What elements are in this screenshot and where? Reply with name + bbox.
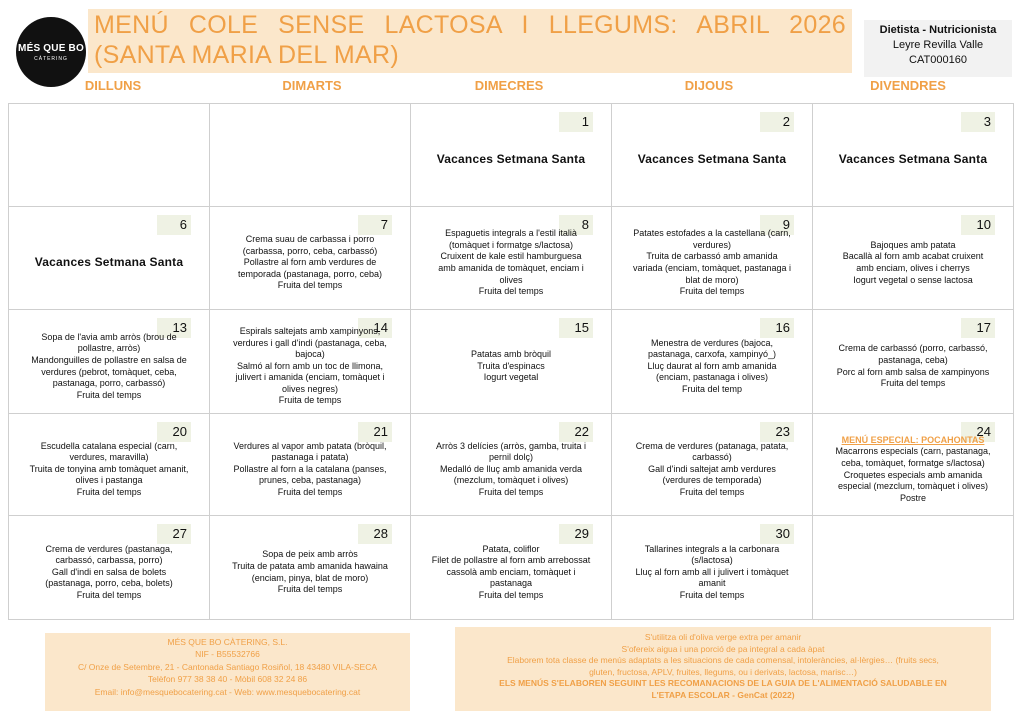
day-menu <box>415 219 607 307</box>
menu-line: olives i pastanga <box>75 475 143 486</box>
menu-line: (tomàquet i formatge s/lactosa) <box>448 239 574 250</box>
calendar-day-cell <box>411 414 612 516</box>
day-menu <box>817 322 1009 411</box>
menu-line: Pollastre al forn a la catalana (panses, <box>233 463 387 474</box>
day-menu <box>415 528 607 617</box>
logo-text: MÉS QUE BO <box>18 42 84 54</box>
company-logo <box>16 17 86 87</box>
dietitian-role: Dietista - Nutricionista <box>879 24 997 36</box>
company-info-line: Telèfon 977 38 38 40 - Mòbil 608 32 24 86 <box>147 674 308 685</box>
menu-line: Patates estofades a la castellana (carn, <box>633 228 791 239</box>
day-number: 23 <box>760 422 794 442</box>
day-menu <box>13 528 205 617</box>
day-number: 30 <box>760 524 794 544</box>
nutrition-note-line: Elaborem tota classe de menús adaptats a les situacions de cada comensal, intoleràncies, al·lèrgies… (fruits secs, <box>507 655 939 665</box>
holiday-label: Vacances Setmana Santa <box>436 152 586 167</box>
menu-line: Lluç al forn amb all i julivert i tomàquet <box>635 566 789 577</box>
menu-line: (mezclum, tomàquet i olives) <box>453 475 569 486</box>
menu-line: ceba, tomàquet, formatge s/lactosa) <box>841 457 985 468</box>
menu-line: carbassó, carbassa, porro) <box>55 555 163 566</box>
dietitian-box <box>864 20 1012 77</box>
menu-line: Crema suau de carbassa i porro <box>245 234 375 245</box>
calendar-day-cell <box>9 414 210 516</box>
day-number: 1 <box>559 112 593 132</box>
menu-line: Espaguetis integrals a l'estil italià <box>445 228 577 239</box>
day-menu <box>214 528 406 617</box>
day-number: 7 <box>358 215 392 235</box>
day-number: 10 <box>961 215 995 235</box>
menu-line: Fruita del temps <box>679 589 745 600</box>
menu-line: Fruita del temps <box>679 286 745 297</box>
menu-line: Truita de patata amb amanida hawaina <box>232 560 388 571</box>
day-number: 13 <box>157 318 191 338</box>
menu-line: verdures) <box>692 239 731 250</box>
day-number: 2 <box>760 112 794 132</box>
calendar-day-cell <box>813 104 1014 207</box>
nutrition-note-line: S'ofereix aigua i una porció de pa integral a cada àpat <box>621 643 825 654</box>
calendar-day-cell <box>813 414 1014 516</box>
menu-line: Fruita del temps <box>478 486 544 497</box>
day-menu <box>214 219 406 307</box>
menu-line: variada (enciam, tomàquet, pastanaga i <box>632 263 792 273</box>
menu-line: bajoca) <box>295 349 325 360</box>
menu-line: Menestra de verdures (bajoca, <box>650 337 774 348</box>
day-menu <box>415 322 607 411</box>
menu-line: Sopa de peix amb arròs <box>262 549 358 560</box>
day-menu <box>616 528 808 617</box>
calendar-day-cell <box>411 104 612 207</box>
menu-line: Bajoques amb patata <box>870 239 956 250</box>
menu-line: Patata, coliflor <box>482 543 540 554</box>
day-number: 28 <box>358 524 392 544</box>
menu-line: Tallarines integrals a la carbonara <box>644 543 780 554</box>
menu-line: Patatas amb bròquil <box>470 349 552 360</box>
day-menu <box>415 426 607 513</box>
menu-line: Mandonguilles de pollastre en salsa de <box>31 354 187 365</box>
calendar-day-cell <box>411 516 612 620</box>
day-menu <box>817 528 1009 617</box>
menu-line: pernil dolç) <box>488 452 534 463</box>
day-menu <box>616 116 808 204</box>
menu-line: blat de moro) <box>685 274 739 285</box>
day-number: 22 <box>559 422 593 442</box>
menu-line: especial (mezclum, tomàquet i olives) <box>837 481 989 492</box>
menu-line: pastanaga, ceba) <box>878 354 948 365</box>
day-menu <box>415 116 607 204</box>
menu-line: amanit <box>698 578 726 589</box>
menu-line: Crema de verdures (patanaga, patata, <box>635 440 789 451</box>
day-number: 20 <box>157 422 191 442</box>
menu-line: Fruita del temps <box>679 486 745 497</box>
menu-line: (enciam, pastanaga i olives) <box>655 372 769 383</box>
calendar-day-cell <box>813 207 1014 310</box>
day-menu <box>13 219 205 307</box>
menu-line: Gall d'indi en salsa de bolets <box>51 566 167 577</box>
calendar-day-cell <box>9 207 210 310</box>
weekday-monday: DILLUNS <box>84 78 142 93</box>
menu-line: olives <box>499 274 523 285</box>
holiday-label: Vacances Setmana Santa <box>637 152 787 167</box>
company-info-line: MÉS QUE BO CÀTERING, S.L. <box>167 637 288 647</box>
menu-line: pastanaga <box>489 578 533 589</box>
menu-line: Fruita de temps <box>278 395 342 406</box>
calendar-day-cell <box>813 310 1014 414</box>
calendar-day-cell <box>210 207 411 310</box>
menu-line: Pollastre al forn amb verdures de <box>243 257 377 268</box>
menu-line: amb amanida de tomàquet, enciam i <box>438 263 584 273</box>
menu-line: Filet de pollastre al forn amb arrebossat <box>431 555 591 566</box>
menu-line: Escudella catalana especial (carn, <box>40 440 178 451</box>
day-number: 14 <box>358 318 392 338</box>
day-menu <box>817 426 1009 513</box>
day-menu <box>817 219 1009 307</box>
calendar-day-cell <box>612 207 813 310</box>
dietitian-code: CAT000160 <box>909 54 967 66</box>
menu-line: (s/lactosa) <box>691 555 733 566</box>
calendar-day-cell <box>9 104 210 207</box>
menu-line: Sopa de l'avia amb arròs (brou de <box>41 331 177 342</box>
menu-line: (verdures de temporada) <box>662 475 762 486</box>
calendar-day-cell <box>210 310 411 414</box>
menu-line: Arròs 3 delícies (arròs, gamba, truita i <box>435 440 587 451</box>
day-menu <box>817 116 1009 204</box>
menu-line: pastanaga, carxofa, xampinyó_) <box>647 349 777 360</box>
company-info-line: Email: info@mesquebocatering.cat - Web: www.mesquebocatering.cat <box>94 686 361 697</box>
calendar-day-cell <box>411 207 612 310</box>
menu-line: Fruita del temps <box>880 378 946 389</box>
menu-line: Bacallà al forn amb acabat cruixent <box>842 251 984 262</box>
calendar-day-cell <box>612 516 813 620</box>
menu-line: Espirals saltejats amb xampinyons, <box>239 325 381 336</box>
company-info-line: C/ Onze de Setembre, 21 - Cantonada Santiago Rosiñol, 18 43480 VILA-SECA <box>77 661 378 672</box>
menu-line: Verdures al vapor amb patata (bròquil, <box>233 440 387 451</box>
menu-line: cassolà amb enciam, tomàquet i <box>446 566 576 577</box>
day-number: 21 <box>358 422 392 442</box>
day-number: 16 <box>760 318 794 338</box>
menu-line: Fruita del temps <box>277 584 343 595</box>
menu-line: (pastanaga, porro, ceba, bolets) <box>45 578 173 589</box>
menu-line: verdures i gall d'indi (pastanaga, ceba, <box>233 337 387 348</box>
menu-line: temporada (pastanaga, porro, ceba) <box>237 268 383 279</box>
day-number: 8 <box>559 215 593 235</box>
menu-line: Porc al forn amb salsa de xampinyons <box>836 366 990 377</box>
menu-line: verdures, maravilla) <box>69 452 149 463</box>
menu-line: pollastre, arròs) <box>77 343 141 354</box>
calendar-day-cell <box>9 516 210 620</box>
dietitian-name: Leyre Revilla Valle <box>892 39 984 51</box>
day-number: 6 <box>157 215 191 235</box>
calendar-day-cell <box>210 516 411 620</box>
menu-line: Fruita del temps <box>76 389 142 400</box>
calendar-day-cell <box>612 104 813 207</box>
logo-subtext: CÀTERING <box>34 55 68 62</box>
menu-line: amb enciam, olives i cherrys <box>856 263 970 273</box>
menu-line: Fruita del temps <box>478 286 544 297</box>
day-number: 29 <box>559 524 593 544</box>
menu-line: prunes, ceba, pastanaga) <box>258 475 362 486</box>
menu-line: olives negres) <box>281 383 339 394</box>
day-number: 27 <box>157 524 191 544</box>
title-banner <box>88 9 852 73</box>
nutrition-note-line: gluten, fructosa, APLV, fruites, llegums, ou i derivats, lactosa, marisc…) <box>589 666 857 677</box>
nutrition-note-line: S'utilitza oli d'oliva verge extra per amanir <box>644 632 802 642</box>
menu-line: carbassó) <box>692 452 732 463</box>
menu-line: Fruita del temps <box>277 280 343 291</box>
nutrition-notes <box>455 627 991 711</box>
weekday-wednesday: DIMECRES <box>474 78 544 93</box>
menu-line: Cruixent de kale estil hamburguesa <box>440 251 582 262</box>
menu-line: Iogurt vegetal o sense lactosa <box>853 274 973 285</box>
weekday-friday: DIVENDRES <box>870 78 946 93</box>
menu-line: Truita de carbassó amb amanida <box>646 251 778 262</box>
menu-calendar-grid <box>8 103 1014 620</box>
menu-line: Crema de verdures (pastanaga, <box>45 543 173 554</box>
menu-line: Fruita del temps <box>76 486 142 497</box>
menu-line: pastanaga, porro, carbassó) <box>52 378 166 389</box>
menu-line: verdures (pebrot, tomàquet, ceba, <box>41 366 177 377</box>
menu-line: (enciam, pinya, blat de moro) <box>251 572 369 583</box>
menu-line: Gall d'indi saltejat amb verdures <box>648 463 776 474</box>
calendar-day-cell <box>612 414 813 516</box>
calendar-day-cell <box>612 310 813 414</box>
special-menu-label: MENÚ ESPECIAL: POCAHONTAS <box>841 434 985 445</box>
day-menu <box>616 219 808 307</box>
menu-line: (carbassa, porro, ceba, carbassó) <box>242 245 378 256</box>
menu-line: Fruita del temps <box>478 589 544 600</box>
company-info-line: NIF - B55532766 <box>195 649 260 660</box>
weekday-thursday: DIJOUS <box>684 78 734 93</box>
holiday-label: Vacances Setmana Santa <box>34 255 184 270</box>
day-number: 3 <box>961 112 995 132</box>
menu-line: Fruita del temps <box>76 589 142 600</box>
menu-line: Truita d'espinacs <box>477 360 545 371</box>
calendar-day-cell <box>411 310 612 414</box>
menu-line: Fruita del temp <box>681 383 743 394</box>
menu-line: Crema de carbassó (porro, carbassó, <box>838 343 988 354</box>
menu-line: Salmó al forn amb un toc de llimona, <box>236 360 384 371</box>
day-number: 9 <box>760 215 794 235</box>
day-menu <box>13 426 205 513</box>
day-number: 17 <box>961 318 995 338</box>
menu-line: Truita de tonyina amb tomàquet amanit, <box>29 463 189 474</box>
calendar-day-cell <box>9 310 210 414</box>
menu-line: Fruita del temps <box>277 486 343 497</box>
menu-line: Iogurt vegetal <box>483 372 539 383</box>
page-title: MENÚ COLE SENSE LACTOSA I LLEGUMS: ABRIL 2026 (SANTA MARIA DEL MAR) <box>94 11 846 69</box>
menu-line: Macarrons especials (carn, pastanaga, <box>835 446 991 457</box>
weekday-header <box>0 78 1024 96</box>
menu-line: Postre <box>899 492 926 503</box>
day-menu <box>616 322 808 411</box>
day-menu <box>13 116 205 204</box>
weekday-tuesday: DIMARTS <box>282 78 342 93</box>
menu-line: Lluç daurat al forn amb amanida <box>647 360 777 371</box>
nutrition-note-line: L'ETAPA ESCOLAR - GenCat (2022) <box>651 689 795 700</box>
holiday-label: Vacances Setmana Santa <box>838 152 988 167</box>
company-info <box>45 633 410 711</box>
day-number: 15 <box>559 318 593 338</box>
calendar-day-cell <box>210 414 411 516</box>
calendar-day-cell <box>813 516 1014 620</box>
day-menu <box>616 426 808 513</box>
menu-line: julivert i amanida (enciam, tomàquet i <box>235 372 385 383</box>
nutrition-note-line: ELS MENÚS S'ELABOREN SEGUINT LES RECOMANACIONS DE LA GUIA DE L'ALIMENTACIÓ SALUDABLE EN <box>499 678 947 688</box>
day-menu <box>214 116 406 204</box>
day-number: 24 <box>961 422 995 442</box>
day-menu <box>214 426 406 513</box>
menu-line: Croquetes especials amb amanida <box>843 469 983 480</box>
day-menu <box>13 322 205 411</box>
day-menu <box>214 322 406 411</box>
calendar-day-cell <box>210 104 411 207</box>
menu-line: pastanaga i patata) <box>271 452 349 463</box>
menu-line: Medalló de lluç amb amanida verda <box>439 463 583 474</box>
